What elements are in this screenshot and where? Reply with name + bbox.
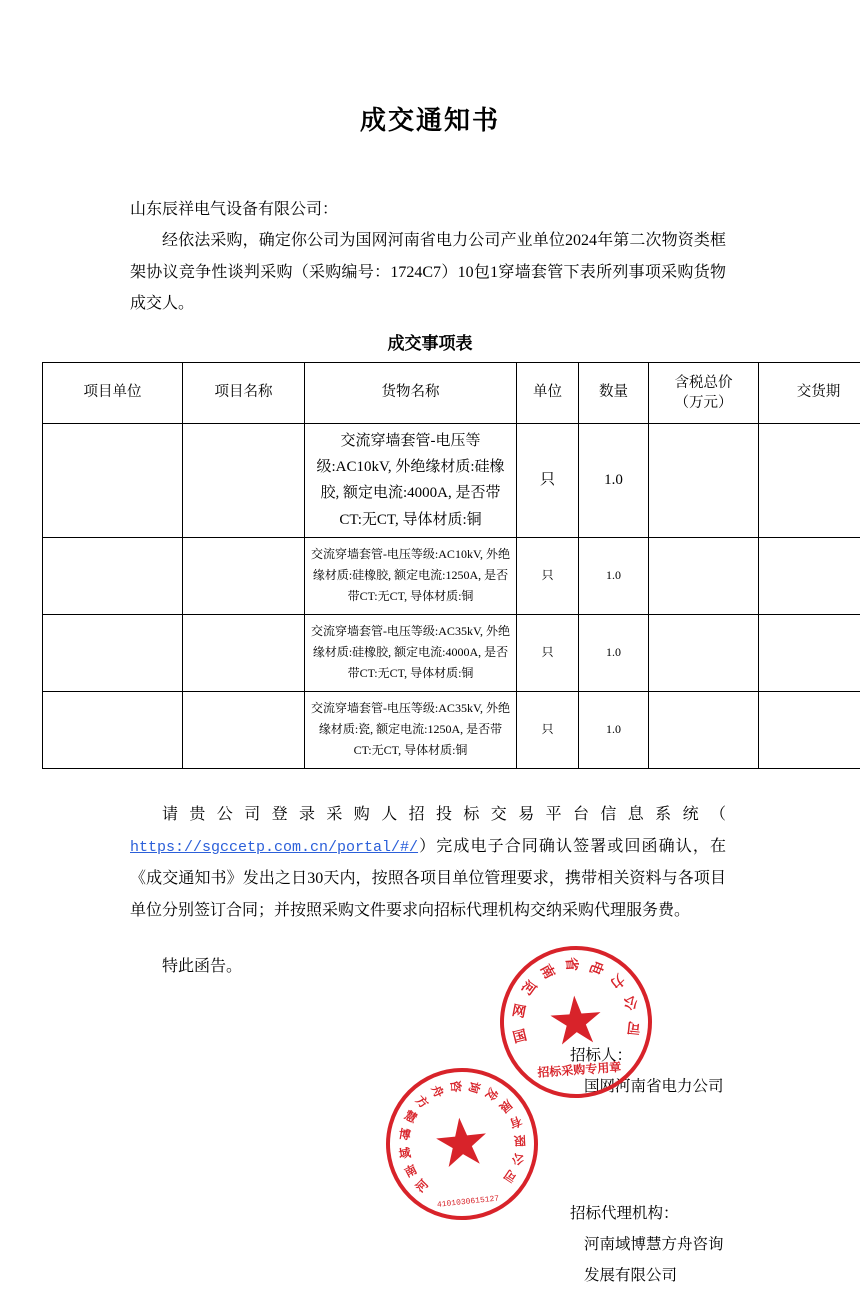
cell-unit: 只 [517,691,579,768]
table-row [43,691,860,768]
cell-unit: 只 [517,423,579,537]
table-title: 成交事项表 [42,329,818,354]
tenderer-value: 国网河南省电力公司 [584,1071,724,1102]
header-quantity: 数量 [579,362,649,423]
cell-total-price [649,614,759,691]
cell-project-name [183,691,305,768]
closing-line: 特此函告。 [42,953,818,976]
cell-quantity: 1.0 [579,614,649,691]
cell-delivery [759,423,860,537]
cell-project-name [183,614,305,691]
tenderer-label: 招标人： [570,1040,632,1071]
agency-value: 河南域博慧方舟咨询发展有限公司 [584,1229,726,1291]
header-unit: 单位 [517,362,579,423]
table-row [43,423,860,537]
cell-total-price [649,691,759,768]
cell-delivery [759,537,860,614]
platform-link[interactable]: https://sgccetp.com.cn/portal/#/ [130,839,418,856]
cell-project-name [183,423,305,537]
cell-goods-name: 交流穿墙套管-电压等级:AC10kV, 外绝缘材质:硅橡胶, 额定电流:1250A, 是否带CT:无CT, 导体材质:铜 [305,537,517,614]
intro-paragraph: 经依法采购，确定你公司为国网河南省电力公司产业单位2024年第二次物资类框架协议竞争性谈判采购（采购编号：1724C7）10包1穿墙套管下表所列事项采购货物成交人。 [42,225,818,319]
seal-star-icon: ★ [432,1114,491,1173]
instructions-text-before-link: 请贵公司登录采购人招投标交易平台信息系统（ [162,806,726,823]
header-total-price-sub: （万元） [654,393,753,413]
cell-quantity: 1.0 [579,423,649,537]
cell-delivery [759,691,860,768]
cell-project-unit [43,423,183,537]
award-items-table [42,362,860,769]
seal-arc-text-agency: 河 南 域 博 慧 方 舟 咨 询 发 展 有 限 公 司 [383,1065,541,1223]
table-row [43,614,860,691]
header-total-price [649,362,759,423]
instructions-text-after-link: ）完成电子合同确认签署或回函确认，在《成交通知书》发出之日30天内，按照各项目单位管理要求，携带相关资料与各项目单位分别签订合同；并按照采购文件要求向招标代理机构交纳采购代理服务费。 [130,838,726,919]
cell-goods-name: 交流穿墙套管-电压等级:AC35kV, 外绝缘材质:瓷, 额定电流:1250A, 是否带CT:无CT, 导体材质:铜 [305,691,517,768]
official-seal-agency [378,1060,545,1227]
cell-project-unit [43,614,183,691]
seal-star-icon: ★ [547,993,605,1051]
seal-bottom-text-main: 招标采购专用章 [507,1056,652,1083]
document-page [0,100,860,1316]
table-row [43,537,860,614]
header-goods-name: 货物名称 [305,362,517,423]
cell-delivery [759,614,860,691]
cell-goods-name: 交流穿墙套管-电压等级:AC10kV, 外绝缘材质:硅橡胶, 额定电流:4000A, 是否带CT:无CT, 导体材质:铜 [305,423,517,537]
cell-unit: 只 [517,537,579,614]
instructions-paragraph [42,799,818,831]
cell-goods-name: 交流穿墙套管-电压等级:AC35kV, 外绝缘材质:硅橡胶, 额定电流:4000A, 是否带CT:无CT, 导体材质:铜 [305,614,517,691]
cell-project-unit [43,691,183,768]
header-total-price-main: 含税总价 [654,373,753,393]
header-project-unit: 项目单位 [43,362,183,423]
cell-project-name [183,537,305,614]
cell-unit: 只 [517,614,579,691]
agency-label: 招标代理机构： [570,1198,679,1229]
page-title: 成交通知书 [42,100,818,137]
addressee-line: 山东辰祥电气设备有限公司： [42,195,818,225]
header-project-name: 项目名称 [183,362,305,423]
cell-total-price [649,423,759,537]
cell-project-unit [43,537,183,614]
instructions-paragraph-continued [42,831,818,927]
seal-arc-text-main: 国 网 河 南 省 电 力 公 司 [499,945,653,1099]
cell-quantity: 1.0 [579,537,649,614]
seal-code-text-agency: 4101030615127 [396,1190,540,1214]
cell-quantity: 1.0 [579,691,649,768]
table-header-row [43,362,860,423]
header-delivery: 交货期 [759,362,860,423]
cell-total-price [649,537,759,614]
